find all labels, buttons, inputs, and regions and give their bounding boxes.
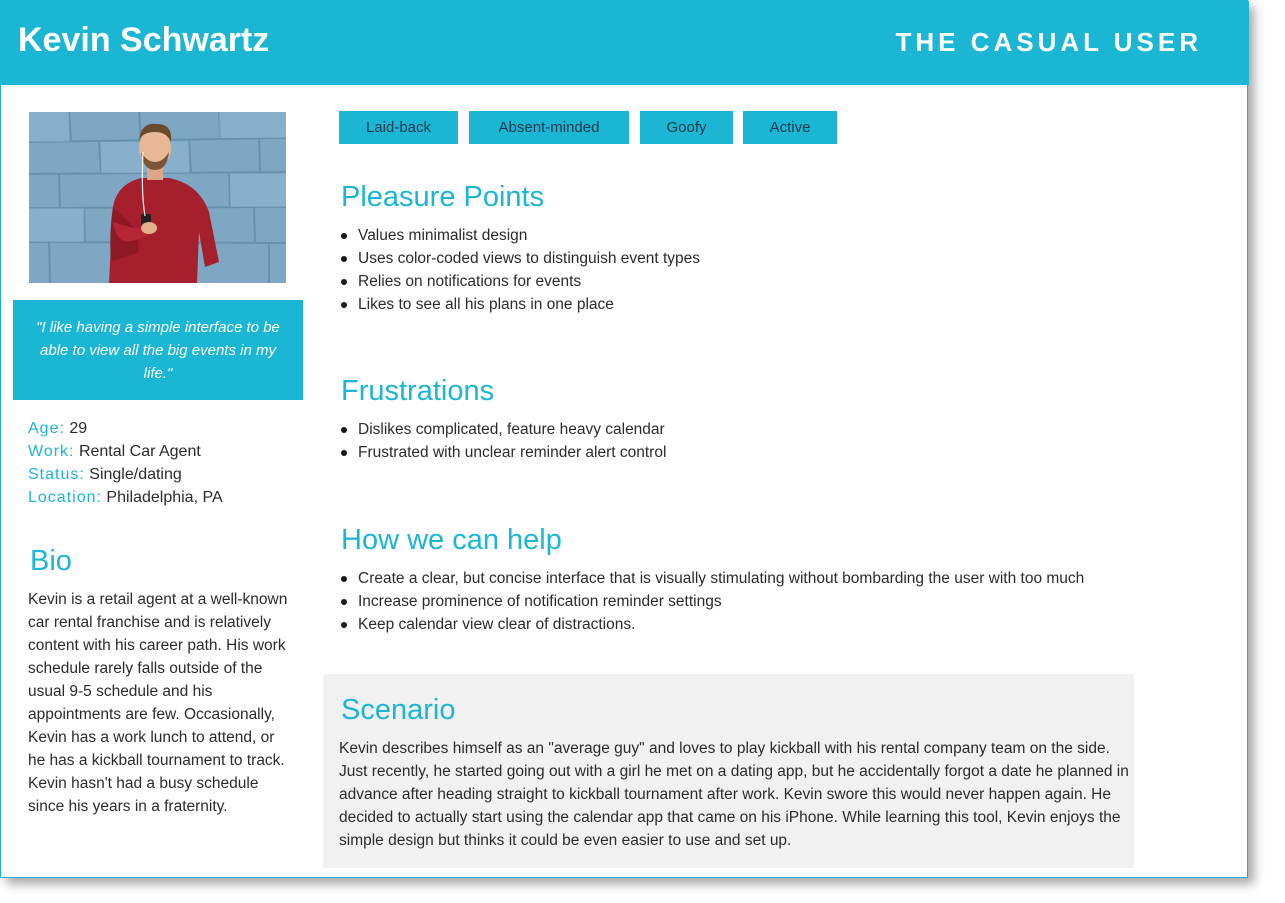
- header-bar: [1, 1, 1249, 85]
- bio-title: Bio: [30, 545, 72, 577]
- list-item: Dislikes complicated, feature heavy calendar: [339, 418, 666, 441]
- quote-box: [13, 300, 303, 400]
- bio-text: Kevin is a retail agent at a well-known car rental franchise and is relatively content with his career path. His work schedule rarely falls outside of the usual 9-5 schedule and his appointments are few. Occasionally, Kevin has a work lunch to attend, or he has a kickball tournament to track. Kevin hasn't had a busy schedule since his years in a fraternity.: [28, 591, 288, 815]
- persona-facts: [28, 417, 308, 509]
- pleasure-points-title: Pleasure Points: [341, 181, 545, 213]
- fact-label: Age:: [28, 420, 65, 437]
- fact-label: Work:: [28, 443, 75, 460]
- profile-photo: [29, 112, 286, 283]
- person-photo-icon: [29, 112, 286, 283]
- scenario-title: Scenario: [341, 694, 456, 726]
- help-list: [339, 567, 1084, 636]
- persona-name: Kevin Schwartz: [18, 21, 270, 59]
- pleasure-points-list: [339, 224, 700, 316]
- fact-value: Philadelphia, PA: [106, 489, 223, 506]
- fact-label: Location:: [28, 489, 102, 506]
- persona-type: THE CASUAL USER: [895, 27, 1202, 57]
- fact-age: [28, 417, 308, 440]
- tag-laid-back: Laid-back: [339, 111, 458, 144]
- list-item: Uses color-coded views to distinguish event types: [339, 247, 700, 270]
- tag-absent-minded: Absent-minded: [469, 111, 629, 144]
- scenario-text: Kevin describes himself as an "average guy" and loves to play kickball with his rental company team on the side. Just recently, he started going out with a girl he met on a dating app, but he accidentally forgot a date he planned in advance after heading straight to kickball tournament after work. Kevin swore this would never happen again. He decided to actually start using the calendar app that came on his iPhone. While learning this tool, Kevin enjoys the simple design but thinks it could be even easier to use and set up.: [339, 740, 1129, 849]
- fact-value: Single/dating: [89, 466, 182, 483]
- frustrations-title: Frustrations: [341, 375, 495, 407]
- help-title: How we can help: [341, 524, 562, 556]
- list-item: Keep calendar view clear of distractions.: [339, 613, 1084, 636]
- list-item: Increase prominence of notification reminder settings: [339, 590, 1084, 613]
- list-item: Create a clear, but concise interface that is visually stimulating without bombarding the user with too much: [339, 567, 1084, 590]
- tag-active: Active: [743, 111, 837, 144]
- fact-value: Rental Car Agent: [78, 443, 201, 460]
- frustrations-list: [339, 418, 666, 464]
- list-item: Frustrated with unclear reminder alert control: [339, 441, 666, 464]
- fact-value: 29: [69, 420, 88, 437]
- list-item: Relies on notifications for events: [339, 270, 700, 293]
- fact-work: [28, 440, 308, 463]
- fact-location: [28, 486, 308, 509]
- list-item: Values minimalist design: [339, 224, 700, 247]
- fact-label: Status:: [28, 466, 85, 483]
- tag-goofy: Goofy: [640, 111, 733, 144]
- list-item: Likes to see all his plans in one place: [339, 293, 700, 316]
- fact-status: [28, 463, 308, 486]
- scenario-box: [323, 674, 1134, 868]
- persona-quote: "I like having a simple interface to be able to view all the big events in my life.": [36, 319, 280, 382]
